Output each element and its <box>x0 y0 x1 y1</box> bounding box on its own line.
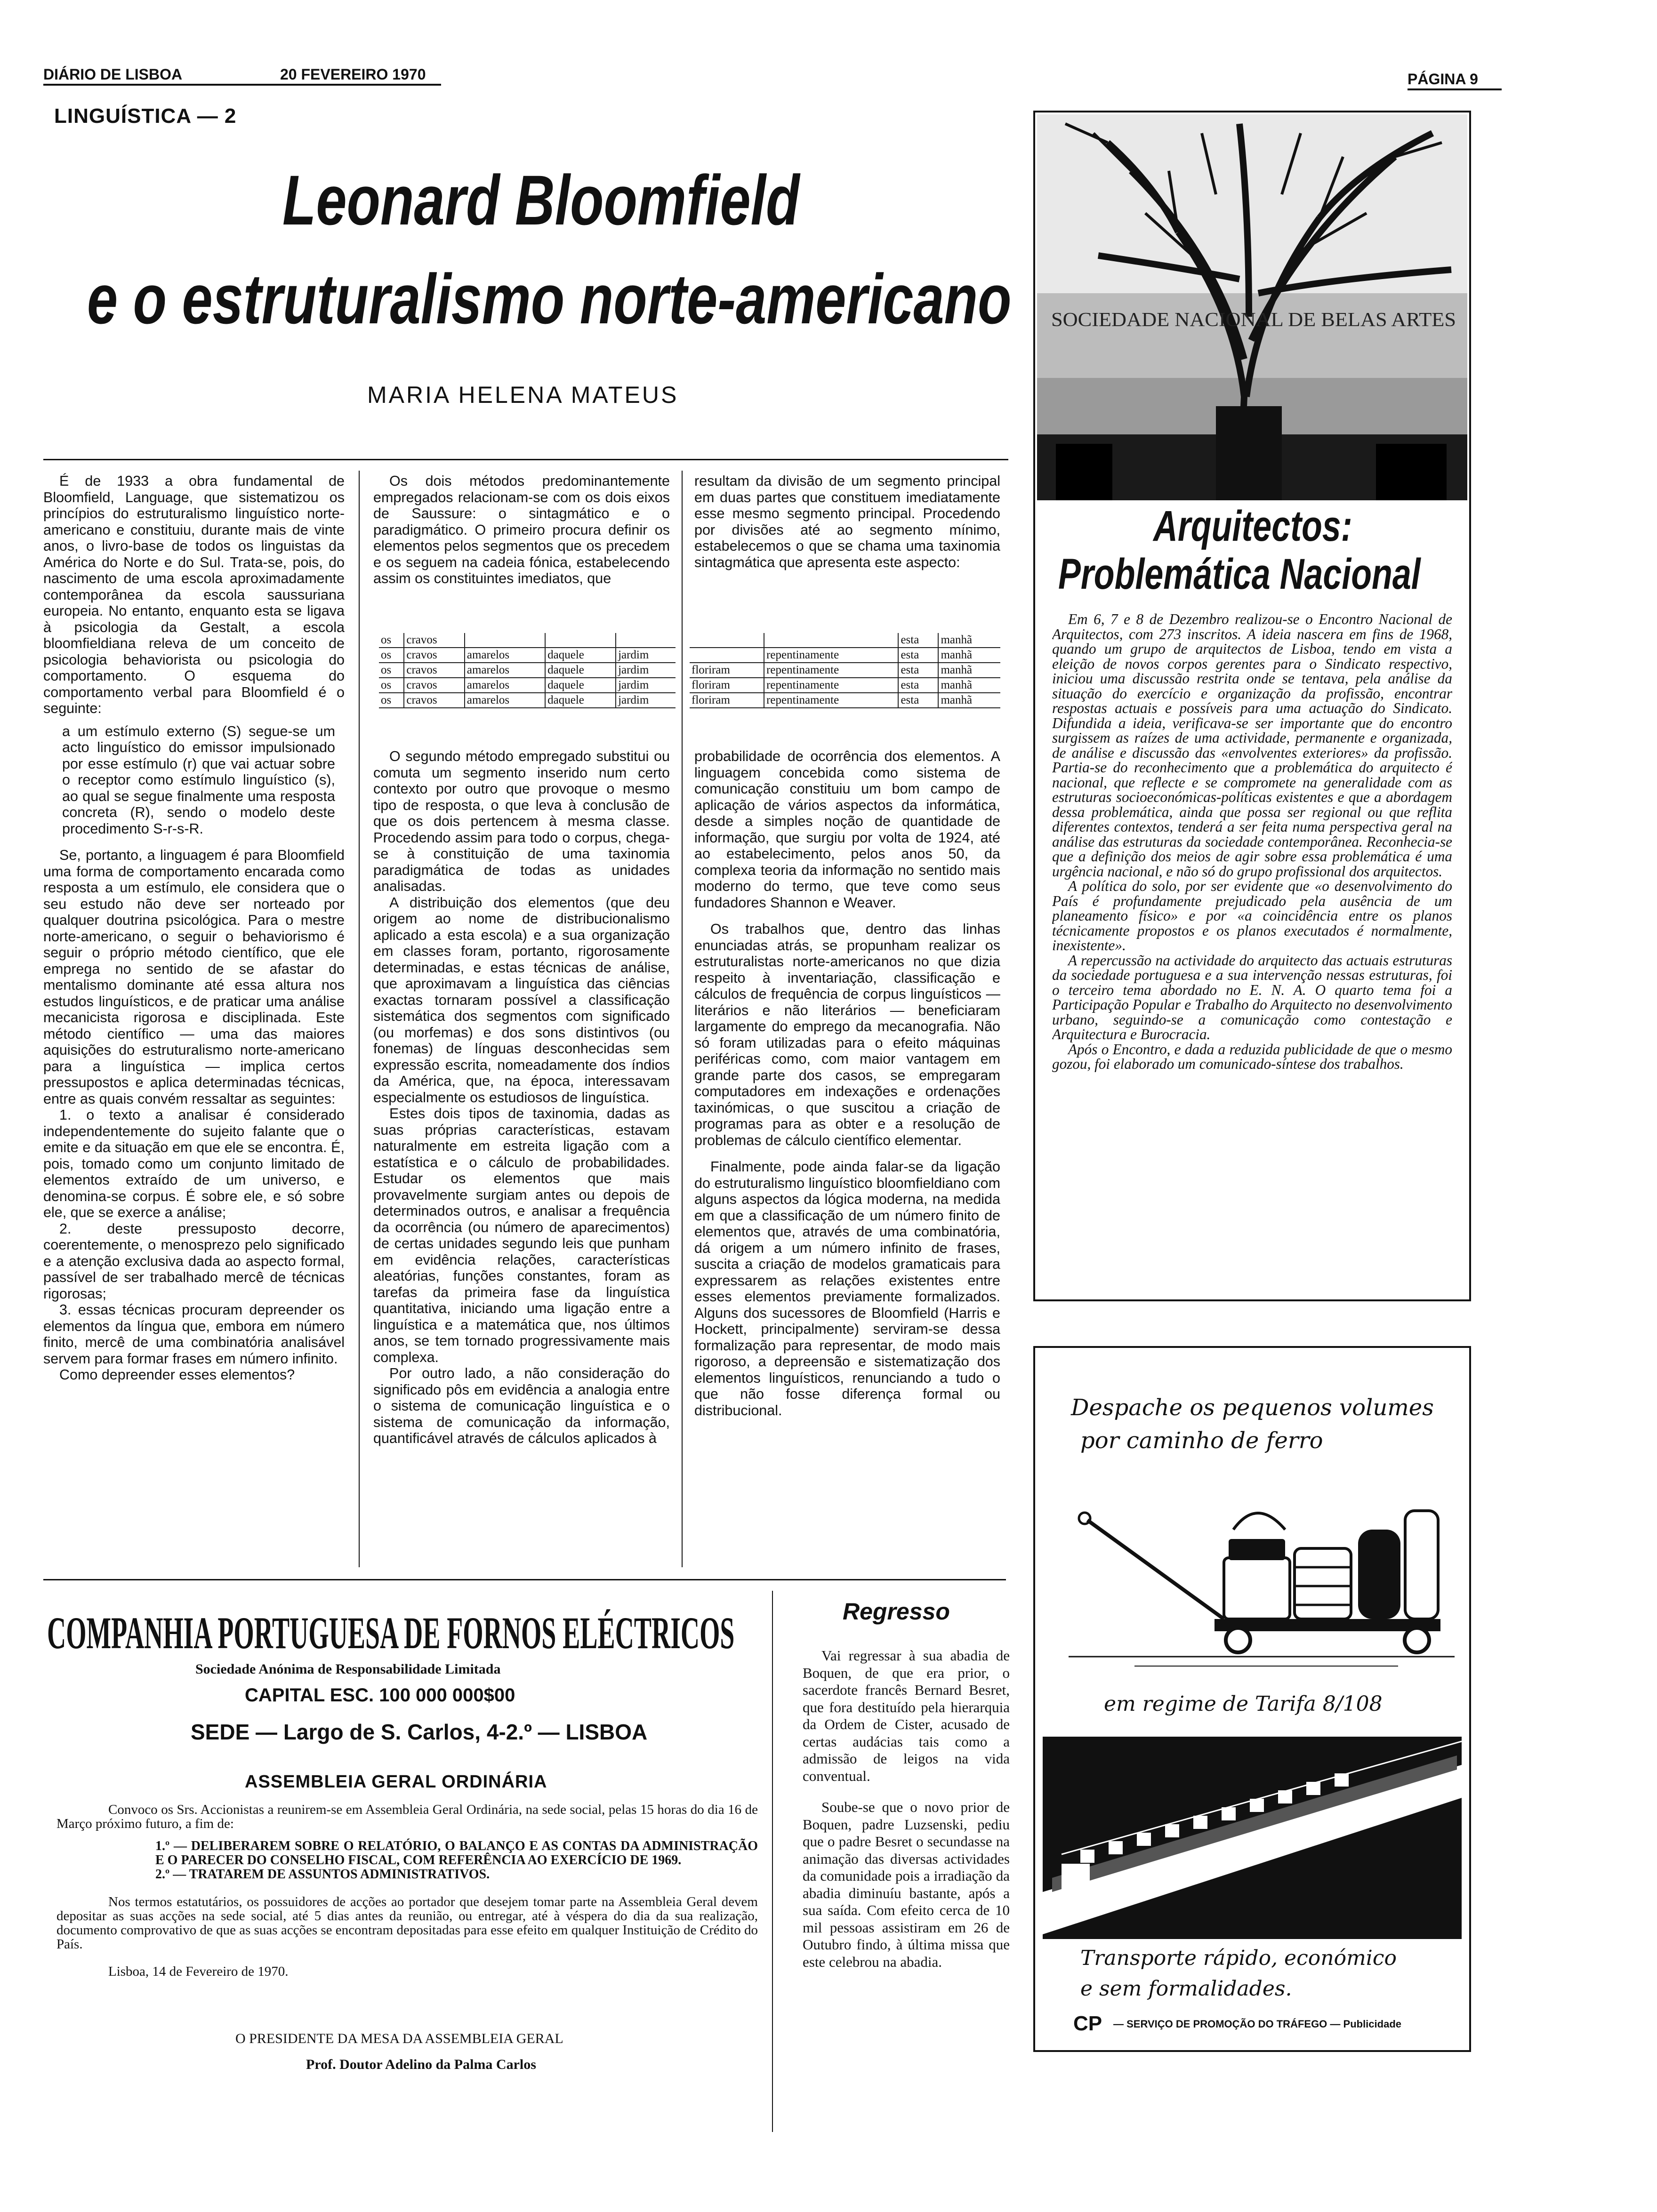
notice-agenda-item: 2.º — TRATAREM DE ASSUNTOS ADMINISTRATIVOS. <box>155 1867 490 1882</box>
taxonomy-cell: cravos <box>404 648 465 663</box>
taxonomy-row <box>379 663 676 678</box>
taxonomy-cell: jardim <box>616 678 676 693</box>
taxonomy-cell: os <box>379 663 404 678</box>
article-list-item: 1. o texto a analisar é considerado independentemente do sujeito falante que o emite e da situação em que ele se encontra. É, pois, tomado como um conjunto limitado de elementos extraído de um universo, e denomina-se corpus. É sobre ele, e só sobre ele, que se exerce a análise; <box>43 1107 345 1220</box>
page-number-rule <box>1408 88 1502 90</box>
newspaper-name: DIÁRIO DE LISBOA <box>43 66 183 83</box>
cp-ad-line3: Transporte rápido, económico <box>1080 1946 1397 1970</box>
taxonomy-cell: esta <box>898 693 938 708</box>
taxonomy-cell: daquele <box>545 648 616 663</box>
taxonomy-cell: jardim <box>616 693 676 708</box>
cp-ad-footer: — SERVIÇO DE PROMOÇÃO DO TRÁFEGO — Publicidade <box>1113 2018 1401 2030</box>
article-column-1 <box>43 473 345 1570</box>
section-label: LINGUÍSTICA — 2 <box>54 104 237 128</box>
column-divider <box>772 1591 773 2132</box>
architects-paragraph: Em 6, 7 e 8 de Dezembro realizou-se o Encontro Nacional de Arquitectos, com 273 inscritos. A ideia nascera em fins de 1968, quando um grupo de arquitectos de Lisboa, tendo em vista a eleição de novos corpos gerentes para o Sindicato respectivo, iniciou uma discussão restrita onde se tentava, pela análise da situação do exercício e organização da profissão, encontrar respostas actuais e possíveis para uma actuação do Sindicato. Difundida a ideia, verificava-se ser importante que do encontro surgissem as raízes de uma actividade, permanente e organizada, de análise e discussão das «envolventes exteriores» da profissão. Partia-se do reconhecimento que a problemática do arquitecto é nacional, que reflecte e se compromete na generalidade com as estruturas socioeconómicas-políticas existentes e que a abordagem dessa problemática, ainda que possa ser regional ou que reflita diferentes contextos, tenderá a ser feita numa perspectiva geral na análise das estruturas da sociedade contemporânea. Reconhecia-se que a definição dos meios de agir sobre essa problemática é uma urgência nacional, e não só do grupo profissional dos arquitectos. <box>1052 612 1452 880</box>
notice-company: COMPANHIA PORTUGUESA DE FORNOS ELÉCTRICOS <box>47 1608 735 1658</box>
notice-body <box>56 1803 758 1979</box>
taxonomy-cell: repentinamente <box>764 663 898 678</box>
issue-date: 20 FEVEREIRO 1970 <box>280 66 426 83</box>
notice-seat: SEDE — Largo de S. Carlos, 4-2.º — LISBOA <box>191 1720 648 1744</box>
behaviorism-quote: a um estímulo externo (S) segue-se um acto linguístico do emissor impulsionado por esse estímulo (r) que vai actuar sobre o receptor como estímulo linguístico (s), ao qual se segue finalmente uma resposta concreta (R), sendo o modelo deste procedimento S-r-s-R. <box>62 723 335 837</box>
cp-ad-line1: Despache os pequenos volumes <box>1071 1395 1434 1421</box>
regresso-title: Regresso <box>843 1598 950 1625</box>
header-rule <box>43 84 441 86</box>
taxonomy-cell: amarelos <box>465 693 545 708</box>
taxonomy-cell: amarelos <box>465 648 545 663</box>
cp-ad-tariff: em regime de Tarifa 8/108 <box>1104 1692 1383 1716</box>
taxonomy-cell: esta <box>898 633 938 648</box>
article-author: MARIA HELENA MATEUS <box>367 382 679 408</box>
taxonomy-cell: daquele <box>545 663 616 678</box>
notice-capital: CAPITAL ESC. 100 000 000$00 <box>245 1685 515 1706</box>
taxonomy-row <box>690 678 1000 693</box>
notice-paragraph: Convoco os Srs. Accionistas a reunirem-se em Assembleia Geral Ordinária, na sede social, pelas 15 horas do dia 16 de Março próximo futuro, a fim de: <box>56 1802 758 1831</box>
taxonomy-cell: repentinamente <box>764 678 898 693</box>
column-divider <box>682 471 683 1567</box>
taxonomy-cell: daquele <box>545 678 616 693</box>
taxonomy-row <box>379 648 676 663</box>
article-paragraph: Finalmente, pode ainda falar-se da ligação do estruturalismo linguístico bloomfieldiano com alguns aspectos da lógica moderna, na medida em que a classificação de um número finito de elementos que, através de uma combinatória, dá origem a um número infinito de frases, suscita a criação de modelos gramaticais para expressarem as relações existentes entre esses elementos previamente formalizados. Alguns dos sucessores de Bloomfield (Harris e Hockett, principalmente) serviram-se dessa formalização para representar, de modo mais rigoroso, a depreensão e sistematização dos elementos linguísticos, renunciando a tudo o que não fosse diferença formal ou distribucional. <box>694 1159 1000 1419</box>
architects-title-line1: Arquitectos: <box>1153 502 1352 550</box>
taxonomy-table-right <box>690 633 1000 708</box>
article-column-2-top <box>373 473 670 619</box>
taxonomy-cell: os <box>379 633 404 648</box>
regresso-body <box>803 1647 1010 2141</box>
taxonomy-cell: jardim <box>616 648 676 663</box>
taxonomy-cell: manhã <box>938 678 1000 693</box>
taxonomy-cell: cravos <box>404 633 465 648</box>
taxonomy-cell <box>465 633 545 648</box>
article-paragraph: Estes dois tipos de taxinomia, dadas as suas próprias características, estavam naturalmente em estreita ligação com a estatística e o cálculo de probabilidades. Estudar os elementos que mais provavelmente surgiam antes ou depois de determinados outros, e analisar a frequência da ocorrência (ou número de aparecimentos) de certas unidades segundo leis que punham em evidência relações, características aleatórias, funções constantes, foram as tarefas da primeira fase da linguística quantitativa, iniciando uma ligação entre a linguística e a matemática que, nos últimos anos, se tem tornado progressivamente mais complexa. <box>373 1106 670 1365</box>
taxonomy-cell: cravos <box>404 663 465 678</box>
article-column-3-bottom <box>694 748 1000 1570</box>
article-title-line1: Leonard Bloomfield <box>282 160 800 240</box>
taxonomy-cell <box>690 648 764 663</box>
taxonomy-cell: cravos <box>404 693 465 708</box>
tree-photo <box>1037 114 1467 500</box>
taxonomy-cell: daquele <box>545 693 616 708</box>
article-paragraph: Por outro lado, a não consideração do significado pôs em evidência a analogia entre o sistema de comunicação linguística e o sistema de comunicação da informação, quantificável através de cálculos aplicados à <box>373 1365 670 1446</box>
taxonomy-cell: esta <box>898 648 938 663</box>
taxonomy-cell <box>545 633 616 648</box>
notice-signer-title: O PRESIDENTE DA MESA DA ASSEMBLEIA GERAL <box>235 2031 563 2046</box>
notice-heading: ASSEMBLEIA GERAL ORDINÁRIA <box>245 1772 547 1792</box>
taxonomy-cell: os <box>379 678 404 693</box>
taxonomy-row <box>690 648 1000 663</box>
taxonomy-cell: esta <box>898 663 938 678</box>
column-divider <box>359 471 360 1567</box>
notice-top-rule <box>43 1579 1006 1580</box>
taxonomy-table-left <box>379 633 676 708</box>
article-top-rule <box>43 459 1008 460</box>
article-paragraph: É de 1933 a obra fundamental de Bloomfield, Language, que sistematizou os princípios do estruturalismo linguístico norte-americano e constituiu, durante mais de vinte anos, o livro-base de todos os linguistas da América do Norte e do Sul. Trata-se, pois, do nascimento de uma escola aproximadamente contemporânea da escola saussuriana europeia. No entanto, enquanto esta se ligava à psicologia da Gestalt, a escola bloomfieldiana releva de um conceito de psicologia behaviorista ou psicologia do comportamento. O esquema do comportamento verbal para Bloomfield é o seguinte: <box>43 473 345 716</box>
article-paragraph: Os dois métodos predominantemente empregados relacionam-se com os dois eixos de Saussure: o sintagmático e o paradigmático. O primeiro procura definir os elementos pelos segmentos que os precedem e os seguem na cadeia fónica, estabelecendo assim os constituintes imediatos, que <box>373 473 670 586</box>
taxonomy-cell: floriram <box>690 678 764 693</box>
architects-paragraph: A política do solo, por ser evidente que «o desenvolvimento do País é profundamente prejudicado pela ausência de um planeamento físico» e por «a coincidência entre os planos técnicamente propostos e os planos executados é normalmente, inexistente». <box>1052 878 1452 954</box>
taxonomy-cell <box>690 633 764 648</box>
article-title-line2: e o estruturalismo norte-americano <box>87 259 1012 338</box>
taxonomy-row <box>379 693 676 708</box>
taxonomy-row <box>690 693 1000 708</box>
taxonomy-cell <box>764 633 898 648</box>
cp-logo: CP <box>1073 2012 1102 2035</box>
article-list-item: 3. essas técnicas procuram depreender os elementos da língua que, embora em número finito, mercê de uma combinatória analisável servem para formar frases em número infinito. <box>43 1302 345 1367</box>
notice-paragraph: Nos termos estatutários, os possuidores de acções ao portador que desejem tomar parte na Assembleia Geral devem depositar as suas acções na sede social, até 5 dias antes da reunião, ou entregar, até à véspera do dia da sua realização, documento comprovativo de que as suas acções se encontram depositadas para esse efeito em qualquer Instituição de Crédito do País. <box>56 1894 758 1952</box>
article-paragraph: Os trabalhos que, dentro das linhas enunciadas atrás, se propunham realizar os estruturalistas norte-americanos no que dizia respeito à inventariação, classificação e cálculos de frequência de corpus linguísticos — literários e não literários — beneficiaram largamente do emprego da mecanografia. Não só foram utilizadas para o efeito máquinas periféricas como, com maior vantagem em grande parte dos casos, se empregaram computadores em indexações e ordenações taxinómicas, o que suscitou a criação de programas para as obter e a resolução de problemas de cálculo científico elementar. <box>694 921 1000 1148</box>
regresso-paragraph: Soube-se que o novo prior de Boquen, padre Luzsenski, pediu que o padre Besret o secundasse na animação das diversas actividades da comunidade pois a irradiação da abadia diminuíu bastante, após a sua saída. Com efeito cerca de 10 mil pessoas assistiram em 26 de Outubro findo, à última missa que este celebrou na abadia. <box>803 1799 1010 1970</box>
cp-ad-line4: e sem formalidades. <box>1080 1977 1292 2001</box>
article-column-3-top <box>694 473 1000 619</box>
regresso-paragraph: Vai regressar à sua abadia de Boquen, de que era prior, o sacerdote francês Bernard Besret, que fora destituído pela hierarquia da Ordem de Cister, acusado de certas audácias tais como a admissão de leigos na vida conventual. <box>803 1647 1010 1784</box>
notice-date: Lisboa, 14 de Fevereiro de 1970. <box>108 1964 289 1979</box>
architects-paragraph: Após o Encontro, e dada a reduzida publicidade de que o mesmo gozou, foi elaborado um comunicado-síntese dos trabalhos. <box>1052 1041 1452 1072</box>
taxonomy-cell: floriram <box>690 663 764 678</box>
notice-signer: Prof. Doutor Adelino da Palma Carlos <box>306 2057 536 2072</box>
taxonomy-row <box>379 633 676 648</box>
taxonomy-cell: amarelos <box>465 678 545 693</box>
article-list-item: 2. deste pressuposto decorre, coerentemente, o menosprezo pelo significado e a atenção exclusiva dada ao aspecto formal, passível de ser trabalhado mercê de técnicas rigorosas; <box>43 1220 345 1302</box>
taxonomy-row <box>690 633 1000 648</box>
taxonomy-cell: jardim <box>616 663 676 678</box>
taxonomy-cell <box>616 633 676 648</box>
taxonomy-cell: repentinamente <box>764 693 898 708</box>
taxonomy-cell: floriram <box>690 693 764 708</box>
article-paragraph: O segundo método empregado substitui ou comuta um segmento inserido num certo contexto por outro que provoque o mesmo tipo de resposta, o que leva à conclusão de que os dois pertencem à mesma classe. Procedendo assim para todo o corpus, chega-se à constituição de uma taxinomia paradigmática de todas as unidades analisadas. <box>373 748 670 894</box>
taxonomy-cell: manhã <box>938 663 1000 678</box>
architects-paragraph: A repercussão na actividade do arquitecto das actuais estruturas da sociedade portuguesa e a sua intervenção nessas estruturas, foi o terceiro tema abordado no E. N. A. O quarto tema foi a Participação Popular e Trabalho do Arquitecto no desenvolvimento urbano, seguindo-se a comunicação como contestação e Arquitectura e Burocracia. <box>1052 952 1452 1042</box>
taxonomy-cell: cravos <box>404 678 465 693</box>
taxonomy-row <box>690 663 1000 678</box>
taxonomy-row <box>379 678 676 693</box>
page-number: PÁGINA 9 <box>1408 71 1478 88</box>
cp-ad-line2: por caminho de ferro <box>1080 1427 1323 1454</box>
article-paragraph: probabilidade de ocorrência dos elementos. A linguagem concebida como sistema de comunicação constituiu um bom campo de aplicação de vários aspectos da informática, desde a simples noção de quantidade de informação, que surgiu por volta de 1924, até ao estabelecimento, pelos anos 50, da complexa teoria da informação no sentido mais moderno do termo, que teve como seus fundadores Shannon e Weaver. <box>694 748 1000 911</box>
notice-subtitle: Sociedade Anónima de Responsabilidade Limitada <box>195 1661 501 1677</box>
taxonomy-cell: manhã <box>938 693 1000 708</box>
photo-sign: SOCIEDADE NACIONAL DE BELAS ARTES <box>1051 309 1456 331</box>
taxonomy-cell: os <box>379 693 404 708</box>
architects-title-line2: Problemática Nacional <box>1058 550 1421 598</box>
architects-text <box>1052 612 1452 1294</box>
taxonomy-cell: amarelos <box>465 663 545 678</box>
taxonomy-cell: esta <box>898 678 938 693</box>
train-illustration <box>1043 1737 1462 1939</box>
article-paragraph: resultam da divisão de um segmento principal em duas partes que constituem imediatamente esse mesmo segmento principal. Procedendo por divisões até ao segmento mínimo, estabelecemos o que se chama uma taxinomia sintagmática que apresenta este aspecto: <box>694 473 1000 570</box>
article-paragraph: Se, portanto, a linguagem é para Bloomfield uma forma de comportamento encarada como resposta a um estímulo, ele considera que o seu estudo não deve ser norteado por qualquer doutrina psicológica. Para o mestre norte-americano, o seguir o behaviorismo é seguir o próprio método científico, que ele emprega no sentido de se afastar do mentalismo dominante até essa altura nos estudos linguísticos, e de praticar uma análise mecanicista rigorosa e disciplinada. Este método científico — uma das maiores aquisições do estruturalismo norte-americano para a linguística — implica certos pressupostos e aplica determinadas técnicas, entre as quais convém ressaltar as seguintes: <box>43 847 345 1107</box>
notice-agenda-item: 1.º — DELIBERAREM SOBRE O RELATÓRIO, O BALANÇO E AS CONTAS DA ADMINISTRAÇÃO E O PARECER DO CONSELHO FISCAL, COM REFERÊNCIA AO EXERCÍCIO DE 1969. <box>155 1839 758 1867</box>
luggage-trolley-illustration <box>1069 1478 1455 1680</box>
taxonomy-cell: os <box>379 648 404 663</box>
article-question: Como depreender esses elementos? <box>59 1367 295 1383</box>
article-column-2-bottom <box>373 748 670 1570</box>
article-paragraph: A distribuição dos elementos (que deu origem ao nome de distribucionalismo aplicado a esta escola) e a sua organização em classes foram, portanto, rigorosamente determinadas, e estas técnicas de análise, que aproximavam a linguística das ciências exactas tornaram possível a classificação sistemática dos segmentos com significado (ou morfemas) e dos sons distintivos (ou fonemas) de línguas desconhecidas sem expressão escrita, nomeadamente dos índios da América, que, na época, interessavam especialmente os estudiosos de linguística. <box>373 894 670 1106</box>
taxonomy-cell: manhã <box>938 633 1000 648</box>
taxonomy-cell: manhã <box>938 648 1000 663</box>
taxonomy-cell: repentinamente <box>764 648 898 663</box>
